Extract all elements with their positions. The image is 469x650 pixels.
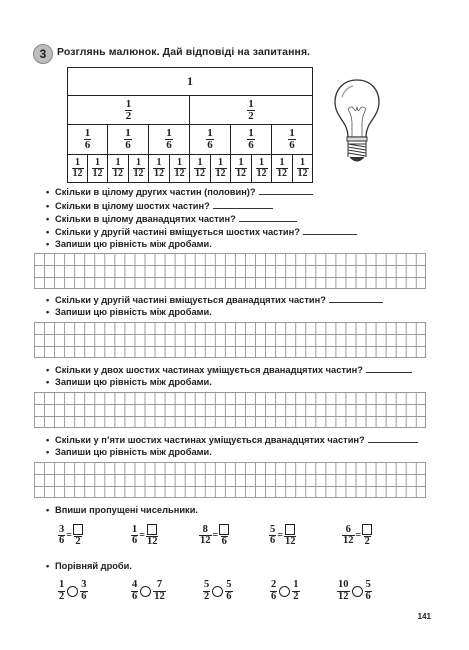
twelfths-cell [169, 154, 190, 183]
comparison-sign-circle[interactable] [352, 586, 363, 597]
question-7: • Скільки у п’яти шостих частинах уміщується дванадцятих частин? [46, 434, 418, 445]
sixths-cell [271, 124, 313, 155]
equation-left-fraction [269, 525, 276, 547]
halves-fraction [125, 99, 133, 122]
writing-grid-3[interactable] [34, 392, 426, 428]
sixths-denominator: 6 [84, 139, 91, 151]
fraction-figure [67, 67, 313, 183]
sixths-numerator: 1 [207, 127, 213, 139]
halves-numerator: 1 [248, 97, 254, 110]
compare-left-denominator: 12 [338, 590, 349, 602]
light-bulb-icon [332, 77, 382, 167]
equals-sign: = [66, 530, 72, 542]
task-number: 3 [39, 47, 47, 61]
compare-right-denominator: 6 [81, 590, 87, 602]
equals-sign: = [277, 530, 283, 542]
equation-left-fraction [131, 525, 138, 547]
twelfths-numerator: 1 [156, 157, 162, 168]
equation-left-denominator: 6 [270, 535, 276, 547]
twelfths-cell [87, 154, 108, 183]
twelfths-cell [107, 154, 129, 183]
sixths-numerator: 1 [125, 127, 131, 139]
equation-left-denominator: 12 [343, 535, 354, 547]
twelfths-cell [271, 154, 293, 183]
sixths-numerator: 1 [166, 127, 172, 139]
missing-numerator-box[interactable] [219, 524, 229, 535]
comparison-sign-circle[interactable] [279, 586, 290, 597]
compare-right-denominator: 6 [226, 590, 232, 602]
halves-denominator: 2 [248, 109, 254, 122]
writing-grid-1[interactable] [34, 253, 426, 289]
twelfths-fraction [133, 158, 145, 179]
instruction-compare: • Порівняй дроби. [46, 561, 132, 571]
twelfths-fraction [297, 158, 309, 179]
instruction-write-1: • Запиши цю рівність між дробами. [46, 239, 212, 249]
twelfths-denominator: 12 [277, 168, 287, 179]
compare-left-numerator: 4 [132, 579, 138, 590]
twelfths-fraction [276, 158, 288, 179]
sixths-cell [230, 124, 272, 155]
twelfths-denominator: 12 [133, 168, 144, 179]
equation-right-fraction [146, 524, 159, 548]
answer-line-6[interactable] [366, 364, 412, 373]
equation-right-fraction [73, 524, 83, 548]
equation-right-fraction [219, 524, 229, 548]
halves-row [67, 95, 313, 125]
compare-left-fraction [131, 580, 138, 602]
compare-left-denominator: 2 [204, 590, 210, 602]
compare-right-denominator: 2 [293, 590, 299, 602]
sixths-row [67, 124, 313, 155]
compare-left-numerator: 1 [59, 579, 65, 590]
compare-left-numerator: 5 [204, 579, 210, 590]
task-title: Розглянь малюнок. Дай відповіді на запитання. [57, 46, 311, 58]
halves-fraction [247, 99, 255, 122]
compare-right-fraction [153, 580, 166, 602]
twelfths-fraction [174, 158, 186, 179]
equation-left-numerator: 5 [270, 523, 276, 535]
equals-sign: = [212, 530, 219, 542]
equation [269, 524, 296, 548]
comparison [337, 580, 372, 602]
compare-left-fraction [58, 580, 65, 602]
comparison-sign-circle[interactable] [212, 586, 223, 597]
compare-right-denominator: 6 [365, 590, 371, 602]
question-2: • Скільки в цілому шостих частин? [46, 200, 273, 211]
sixths-fraction [165, 128, 173, 151]
writing-grid-2[interactable] [34, 322, 426, 358]
equation-left-numerator: 8 [202, 523, 208, 535]
twelfths-fraction [92, 158, 104, 179]
comparison-sign-circle[interactable] [67, 586, 78, 597]
equation-right-denominator: 12 [284, 536, 296, 547]
twelfths-numerator: 1 [75, 157, 80, 168]
question-5: • Скільки у другій частині вміщується дванадцятих частин? [46, 294, 383, 305]
equation-left-denominator: 6 [132, 535, 138, 547]
compare-right-fraction [225, 580, 232, 602]
equation-right-denominator: 12 [146, 536, 158, 547]
answer-line-3[interactable] [239, 213, 297, 222]
twelfths-denominator: 12 [195, 168, 205, 179]
sixths-cell [107, 124, 149, 155]
question-1: • Скільки в цілому других частин (половин)? [46, 186, 313, 197]
twelfths-cell [292, 154, 313, 183]
twelfths-fraction [194, 158, 206, 179]
twelfths-denominator: 12 [236, 168, 246, 179]
twelfths-denominator: 12 [215, 168, 226, 179]
twelfths-denominator: 12 [113, 168, 123, 179]
sixths-cell [67, 124, 108, 155]
halves-cell [67, 95, 190, 125]
twelfths-cell [210, 154, 231, 183]
instruction-write-4: • Запиши цю рівність між дробами. [46, 447, 212, 457]
compare-left-fraction [337, 580, 350, 602]
sixths-denominator: 6 [125, 139, 131, 151]
sixths-denominator: 6 [166, 139, 172, 151]
compare-right-numerator: 3 [81, 579, 87, 590]
question-6: • Скільки у двох шостих частинах уміщується дванадцятих частин? [46, 364, 412, 375]
equation-left-denominator: 6 [59, 535, 65, 547]
equals-sign: = [139, 530, 145, 542]
sixths-numerator: 1 [289, 127, 295, 139]
page-number: 141 [417, 612, 431, 621]
missing-numerator-box[interactable] [362, 524, 372, 535]
compare-left-denominator: 6 [271, 590, 277, 602]
sixths-fraction [288, 128, 296, 151]
equation [199, 524, 229, 548]
missing-numerator-box[interactable] [285, 524, 295, 535]
compare-left-denominator: 6 [132, 590, 138, 602]
equals-sign: = [355, 530, 362, 542]
twelfths-numerator: 1 [95, 157, 100, 168]
comparison-sign-circle[interactable] [140, 586, 151, 597]
answer-line-4[interactable] [303, 226, 357, 235]
sixths-fraction [247, 128, 255, 151]
twelfths-cell [148, 154, 170, 183]
missing-numerator-box[interactable] [73, 524, 83, 535]
compare-right-denominator: 12 [154, 590, 165, 602]
comparison [203, 580, 233, 602]
missing-numerator-box[interactable] [147, 524, 157, 535]
twelfths-denominator: 12 [174, 168, 185, 179]
sixths-cell [189, 124, 231, 155]
compare-left-fraction [203, 580, 210, 602]
twelfths-denominator: 12 [72, 168, 83, 179]
twelfths-cell [230, 154, 252, 183]
halves-numerator: 1 [125, 97, 132, 110]
sixths-cell [148, 124, 190, 155]
whole-cell [67, 67, 313, 96]
twelfths-denominator: 12 [92, 168, 103, 179]
twelfths-fraction [235, 158, 247, 179]
compare-right-numerator: 1 [293, 579, 299, 590]
instruction-write-2: • Запиши цю рівність між дробами. [46, 307, 212, 317]
comparison [58, 580, 88, 602]
instruction-write-3: • Запиши цю рівність між дробами. [46, 377, 212, 387]
twelfths-cell [67, 154, 88, 183]
equation-left-denominator: 12 [200, 535, 211, 547]
compare-left-denominator: 2 [59, 590, 65, 602]
answer-line-2[interactable] [213, 200, 273, 209]
twelfths-numerator: 1 [279, 157, 285, 168]
equation-right-denominator: 2 [364, 536, 370, 547]
equation-right-fraction [362, 524, 372, 548]
twelfths-cell [251, 154, 272, 183]
compare-right-fraction [365, 580, 372, 602]
task-number-badge [33, 44, 53, 64]
twelfths-denominator: 12 [154, 168, 164, 179]
halves-cell [189, 95, 313, 125]
compare-left-fraction [270, 580, 277, 602]
equation [58, 524, 83, 548]
compare-right-numerator: 5 [226, 579, 232, 590]
twelfths-numerator: 1 [238, 157, 244, 168]
halves-denominator: 2 [125, 109, 132, 122]
question-3: • Скільки в цілому дванадцятих частин? [46, 213, 297, 224]
equation-left-numerator: 1 [132, 523, 138, 535]
twelfths-cell [189, 154, 211, 183]
answer-line-1[interactable] [259, 186, 313, 195]
equation-right-fraction [284, 524, 297, 548]
twelfths-numerator: 1 [259, 157, 264, 168]
twelfths-numerator: 1 [300, 157, 305, 168]
equation-left-fraction [58, 525, 65, 547]
equation-right-denominator: 6 [221, 536, 227, 547]
sixths-fraction [124, 128, 132, 151]
twelfths-fraction [256, 158, 268, 179]
sixths-numerator: 1 [84, 127, 91, 139]
sixths-denominator: 6 [248, 139, 254, 151]
sixths-denominator: 6 [207, 139, 213, 151]
twelfths-fraction [72, 158, 84, 179]
equation [131, 524, 158, 548]
compare-left-numerator: 10 [338, 579, 349, 590]
comparison [131, 580, 166, 602]
compare-right-numerator: 7 [156, 579, 163, 590]
question-4: • Скільки у другій частині вміщується шостих частин? [46, 226, 357, 237]
twelfths-fraction [112, 158, 124, 179]
equation-left-numerator: 3 [59, 523, 65, 535]
equation-left-numerator: 6 [345, 523, 351, 535]
compare-right-fraction [80, 580, 87, 602]
writing-grid-4[interactable] [34, 462, 426, 498]
equation-left-fraction [199, 525, 212, 547]
twelfths-fraction [215, 158, 227, 179]
sixths-fraction [206, 128, 214, 151]
equation-right-denominator: 2 [75, 536, 81, 547]
sixths-denominator: 6 [289, 139, 295, 151]
sixths-fraction [84, 128, 92, 151]
twelfths-numerator: 1 [218, 157, 223, 168]
whole-row [67, 67, 313, 96]
compare-right-fraction [292, 580, 299, 602]
compare-right-numerator: 5 [365, 579, 371, 590]
twelfths-fraction [153, 158, 165, 179]
twelfths-row [67, 154, 313, 183]
equation [342, 524, 372, 548]
instruction-numerators: • Впиши пропущені чисельники. [46, 505, 199, 515]
equation-left-fraction [342, 525, 355, 547]
answer-line-7[interactable] [368, 434, 418, 443]
sixths-numerator: 1 [248, 127, 254, 139]
answer-line-5[interactable] [329, 294, 383, 303]
twelfths-denominator: 12 [297, 168, 308, 179]
twelfths-numerator: 1 [177, 157, 182, 168]
whole-label: 1 [187, 74, 193, 88]
twelfths-numerator: 1 [197, 157, 203, 168]
twelfths-numerator: 1 [136, 157, 141, 168]
comparison [270, 580, 300, 602]
compare-left-numerator: 2 [271, 579, 277, 590]
twelfths-cell [128, 154, 149, 183]
twelfths-denominator: 12 [256, 168, 267, 179]
twelfths-numerator: 1 [115, 157, 121, 168]
